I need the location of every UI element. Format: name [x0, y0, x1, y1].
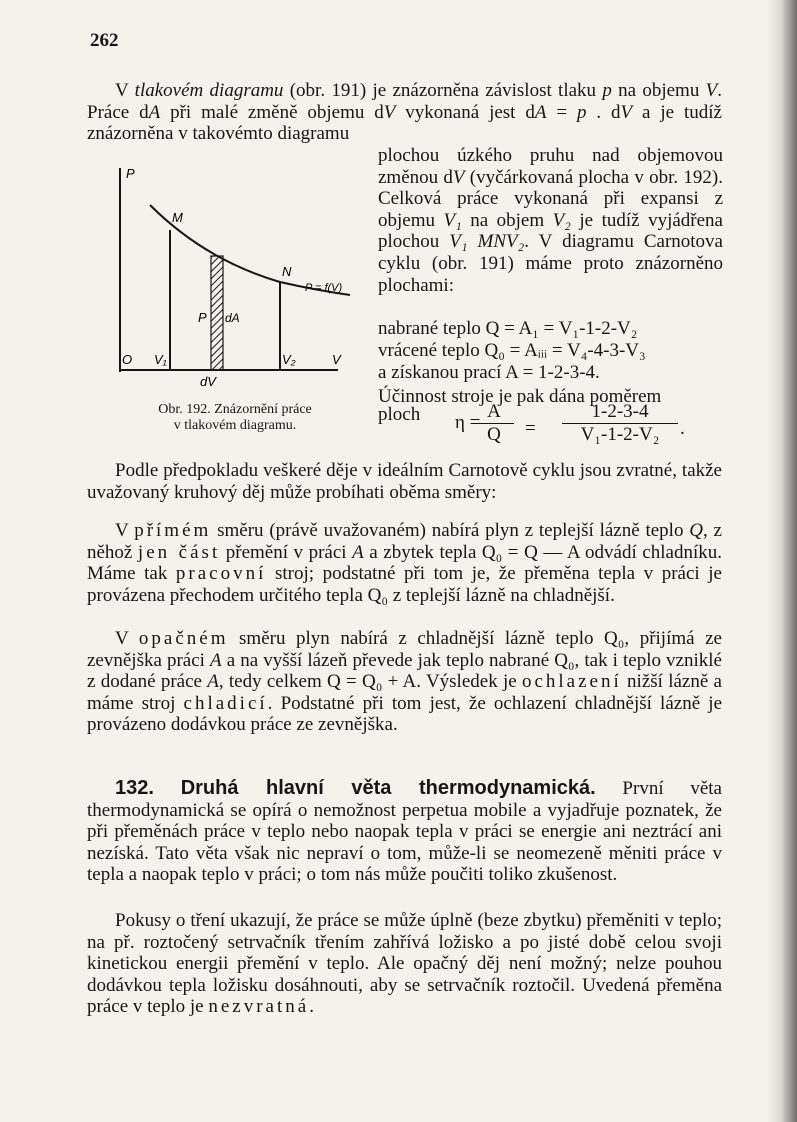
- efficiency-eta: η =: [455, 412, 481, 433]
- paragraph-reversibility: Podle předpokladu veškeré děje v ideálním Carnotově cyklu jsou zvratné, takže uvažovaný kruhový děj může probíhati oběma směry:: [87, 460, 722, 503]
- formula-line-4: Účinnost stroje je pak dána poměrem: [378, 386, 662, 407]
- intro-paragraph: V tlakovém diagramu (obr. 191) je znázorněna závislost tlaku p na objemu V. Práce dA při malé změně objemu dV vykonaná jest dA = p . dV a je tudíž znázorněna v takovémto diagramu: [87, 80, 722, 145]
- strip-p-label: P: [198, 310, 207, 325]
- strip-da-label: dA: [225, 311, 240, 325]
- formula-line-2: vrácené teplo Q₀ = Aᵢᵢᵢ = V₄-4-3-V₃: [378, 340, 646, 361]
- formula-line-1: nabrané teplo Q = A₁ = V₁-1-2-V₂: [378, 318, 638, 339]
- page-edge-shadow: [767, 0, 797, 1122]
- v-axis-label: V: [332, 352, 341, 367]
- hatched-strip: [211, 256, 223, 370]
- pressure-volume-diagram: [110, 160, 370, 392]
- page-number: 262: [90, 30, 119, 51]
- paragraph-reverse-direction: V opačném směru plyn nabírá z chladnější lázně teplo Q₀, přijímá ze zevnějška práci A a na vyšší lázeň převede jak teplo nabrané Q₀, tak i teplo vzniklé z dodané práce A, tedy celkem Q = Q₀ + A. Výsledek je ochlazení nižší lázně a máme stroj chladicí. Podstatné při tom jest, že ochlazení chladnější lázně je provázeno dodávkou práce ze zevnějška.: [87, 628, 723, 736]
- paragraph-direct-direction: V přímém směru (právě uvažovaném) nabírá plyn z teplejší lázně teplo Q, z něhož jen část přemění v práci A a zbytek tepla Q₀ = Q — A odvádí chladníku. Máme tak pracovní stroj; podstatné při tom je, že přeměna tepla v práci je provázena přechodem určitého tepla Q₀ z teplejší lázně na chladnější.: [87, 520, 722, 606]
- figure-caption: Obr. 192. Znázornění práce v tlakovém diagramu.: [158, 402, 312, 433]
- point-m-label: M: [172, 210, 183, 225]
- v2-label: V₂: [282, 352, 296, 367]
- efficiency-dot: .: [680, 418, 685, 439]
- v1-label: V₁: [154, 352, 167, 367]
- section-number: 132.: [115, 777, 154, 799]
- formula-line-3: a získanou prací A = 1-2-3-4.: [378, 362, 600, 383]
- section-title: Druhá hlavní věta thermodynamická.: [180, 777, 596, 799]
- paragraph-friction: Pokusy o tření ukazují, že práce se může úplně (beze zbytku) přeměniti v teplo; na př. roztočený setrvačník třením zahřívá ložisko a po jisté době celou svoji kinetickou energii přemění v teplo. Ale opačný děj není možný; nelze pouhou dodávkou tepla ložisku dosáhnouti, aby se setrvačník roztočil. Uvedená přeměna práce v teplo je nezvratná.: [87, 910, 722, 1018]
- section-132: 132. Druhá hlavní věta thermodynamická. První věta thermodynamická se opírá o nemožnost perpetua mobile a vyjadřuje poznatek, že při přeměnách práce v teplo nebo naopak tepla v práci se energie ani neztrácí ani nezíská. Tato věta však nic nepraví o tom, může-li se neomezeně měniti práce v tepla a naopak teplo v práci; o tom nás může poučiti toliko zkušenost.: [87, 777, 722, 886]
- fraction-area: $\frac{1-2-3-4}{\text{V₁-1-2-V₂}}$: [562, 402, 678, 446]
- side-paragraph: plochou úzkého pruhu nad objemovou změnou dV (vyčárkovaná plocha v obr. 192). Celková práce vykonaná při expansi z objemu V₁ na objem V₂ je tudíž vyjádřena plochou V₁ MNV₂. V diagramu Carnotova cyklu (obr. 191) máme proto znázorněno plochami:: [378, 145, 723, 296]
- dv-label: dV: [200, 374, 216, 389]
- point-n-label: N: [282, 264, 292, 279]
- function-label: P = f(V): [305, 282, 343, 294]
- fraction-a-over-q: $\frac{A}{Q}$: [474, 402, 514, 446]
- origin-label: O: [122, 352, 133, 367]
- efficiency-equals: =: [525, 418, 536, 439]
- p-axis-label: P: [126, 166, 135, 181]
- efficiency-label: ploch: [378, 404, 421, 425]
